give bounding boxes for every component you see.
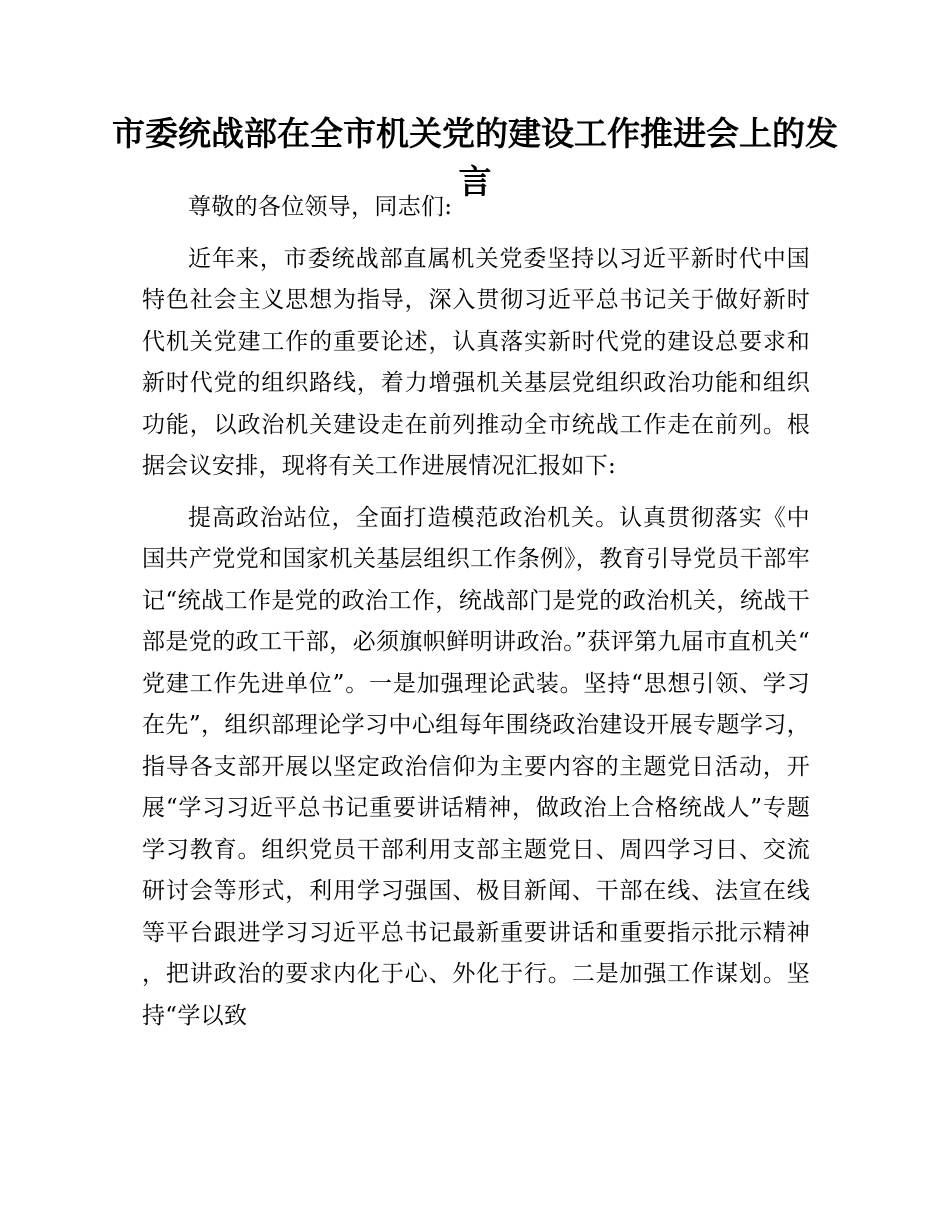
section-paragraph: 提高政治站位，全面打造模范政治机关。认真贯彻落实《中国共产党党和国家机关基层组织工作条例》，教育引导党员干部牢记“统战工作是党的政治工作，统战部门是党的政治机关，统战干部是党的政工干部，必须旗帜鲜明讲政治。”获评第九届市直机关“党建工作先进单位”。一是加强理论武装。坚持“思想引领、学习在先”，组织部理论学习中心组每年围绕政治建设开展专题学习，指导各支部开展以坚定政治信仰为主要内容的主题党日活动，开展“学习习近平总书记重要讲话精神，做政治上合格统战人”专题学习教育。组织党员干部利用支部主题党日、周四学习日、交流研讨会等形式，利用学习强国、极目新闻、干部在线、法宣在线等平台跟进学习习近平总书记最新重要讲话和重要指示批示精神，把讲政治的要求内化于心、外化于行。二是加强工作谋划。坚持“学以致 — [142, 504, 810, 1029]
document-title: 市委统战部在全市机关党的建设工作推进会上的发言 — [112, 114, 838, 201]
intro-paragraph: 近年来，市委统战部直属机关党委坚持以习近平新时代中国特色社会主义思想为指导，深入贯彻习近平总书记关于做好新时代机关党建工作的重要论述，认真落实新时代党的建设总要求和新时代党的组织路线，着力增强机关基层党组织政治功能和组织功能，以政治机关建设走在前列推动全市统战工作走在前列。根据会议安排，现将有关工作进展情况汇报如下: — [142, 245, 810, 479]
salutation-paragraph: 尊敬的各位领导，同志们: — [188, 194, 453, 220]
document-body — [142, 187, 810, 1047]
